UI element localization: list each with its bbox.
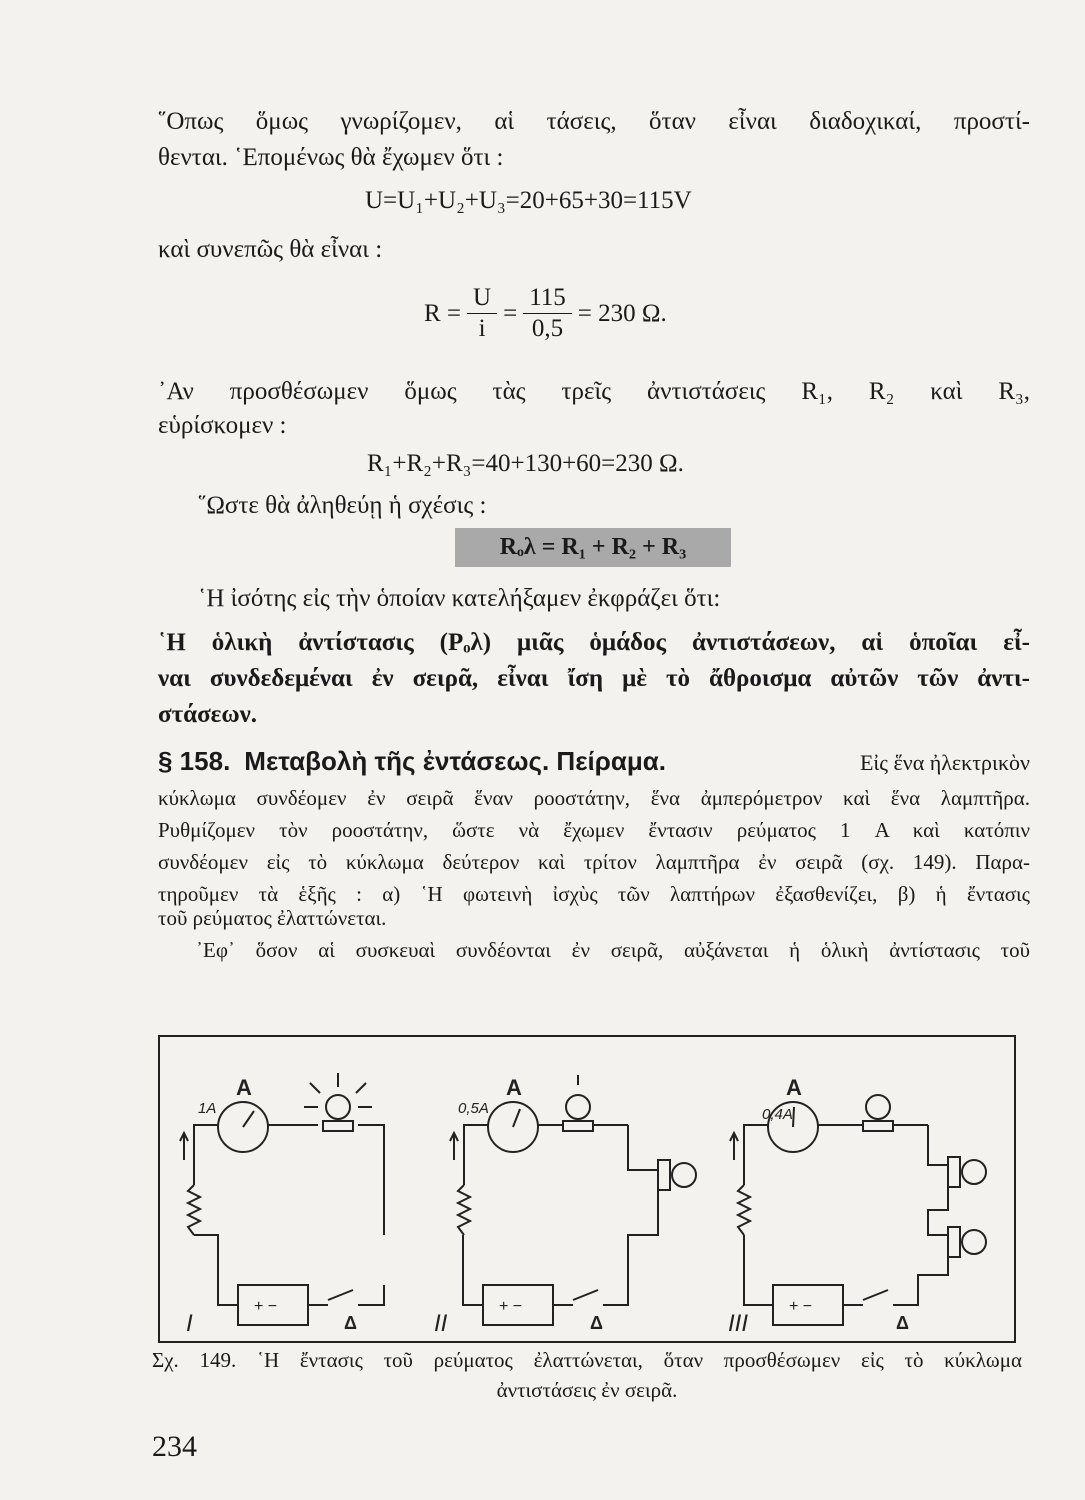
wire <box>463 1235 483 1305</box>
figure-border <box>159 1036 1015 1342</box>
fraction-u-over-i <box>467 283 497 344</box>
current-label: 0,5A <box>458 1100 489 1117</box>
rheostat-zigzag <box>188 1185 200 1235</box>
lamp-socket <box>323 1121 353 1131</box>
section-text: τοῦ ρεύματος ἐλαττώνεται. <box>158 906 387 930</box>
ammeter-needle <box>793 1107 794 1127</box>
paragraph-line: εὑρίσκομεν : <box>158 412 287 439</box>
current-label: 1A <box>198 1100 217 1117</box>
light-ray <box>310 1083 320 1093</box>
circuit-3 <box>730 1095 986 1325</box>
circuit-numeral: II <box>434 1310 448 1337</box>
ammeter-label: A <box>506 1075 522 1100</box>
lamp-socket <box>563 1121 593 1131</box>
lamp-socket <box>948 1227 960 1257</box>
switch-blade <box>573 1290 598 1300</box>
switch-label: Δ <box>896 1313 909 1333</box>
paragraph-line: θενται. ῾Επομένως θὰ ἔχωμεν ὅτι : <box>158 144 504 171</box>
fraction-denominator: 0,5 <box>531 315 564 342</box>
wire <box>893 1250 948 1305</box>
wire <box>194 1235 238 1305</box>
rule-line: ναι συνδεδεμέναι ἐν σειρᾶ, εἶναι ἴση μὲ τὸ ἄθροισμα αὐτῶν τῶν ἀντι- <box>158 665 1030 692</box>
ammeter-label: A <box>786 1075 802 1100</box>
section-text: συνδέομεν εἰς τὸ κύκλωμα δεύτερον καὶ τρίτον λαμπτῆρα ἐν σειρᾶ (σχ. 149). Παρα- <box>158 850 1030 874</box>
battery-polarity: + − <box>254 1298 278 1315</box>
fraction-numerator: U <box>467 283 497 314</box>
lamp-bulb <box>566 1095 590 1119</box>
wire <box>928 1125 948 1165</box>
circuit-numeral: III <box>728 1310 749 1337</box>
fraction-numerator: 115 <box>523 283 572 314</box>
lamp-socket <box>948 1157 960 1187</box>
paragraph-line: ῞Ωστε θὰ ἀληθεύῃ ἡ σχέσις : <box>198 492 487 519</box>
figure-caption: ἀντιστάσεις ἐν σειρᾶ. <box>496 1378 678 1402</box>
lamp-socket <box>863 1121 893 1131</box>
switch-label: Δ <box>344 1313 357 1333</box>
section-text: κύκλωμα συνδέομεν ἐν σειρᾶ ἕναν ροοστάτην, ἕνα ἀμπερόμετρον καὶ ἕνα λαμπτῆρα. <box>158 786 1030 810</box>
switch-label: Δ <box>590 1313 603 1333</box>
eq-rhs: = 230 Ω. <box>577 299 667 327</box>
equation-sum: R₁+R₂+R₃=40+130+60=230 Ω. <box>367 450 684 477</box>
section-heading-line <box>158 746 1030 777</box>
lamp-bulb <box>326 1095 350 1119</box>
lamp-bulb <box>962 1160 986 1184</box>
rheostat-zigzag <box>458 1185 470 1235</box>
section-title: Μεταβολὴ τῆς ἐντάσεως. Πείραμα. <box>244 746 666 776</box>
wire <box>358 1285 384 1305</box>
boxed-formula: Rₒλ = R₁ + R₂ + R₃ <box>455 528 731 567</box>
fraction-denominator: i <box>478 315 486 342</box>
rule-line: ῾Η ὁλικὴ ἀντίστασις (Pₒλ) μιᾶς ὁμάδος ἀντιστάσεων, αἱ ὁποῖαι εἶ- <box>158 629 1030 656</box>
paragraph-line: ῞Οπως ὅμως γνωρίζομεν, αἱ τάσεις, ὅταν εἶναι διαδοχικαί, προστί- <box>158 108 1030 135</box>
circuit-figure <box>158 1035 1016 1343</box>
section-text: ᾿Εφ᾿ ὅσον αἱ συσκευαὶ συνδέονται ἐν σειρᾶ, αὐξάνεται ἡ ὁλικὴ ἀντίστασις τοῦ <box>196 938 1030 962</box>
battery-polarity: + − <box>499 1298 523 1315</box>
figure-caption: Σχ. 149. ῾Η ἔντασις τοῦ ρεύματος ἐλαττώνεται, ὅταν προσθέσωμεν εἰς τὸ κύκλωμα <box>152 1348 1022 1372</box>
page-number: 234 <box>152 1430 197 1463</box>
wire <box>628 1125 658 1170</box>
ammeter-label: A <box>236 1075 252 1100</box>
lamp-socket <box>658 1160 670 1190</box>
paragraph-line: ῾Η ἰσότης εἰς τὴν ὁποίαν κατελήξαμεν ἐκφράζει ὅτι: <box>198 585 721 612</box>
wire <box>744 1235 773 1305</box>
circuit-numeral: I <box>186 1310 193 1337</box>
fraction-values <box>523 283 572 344</box>
wire <box>358 1125 384 1235</box>
lamp-bulb <box>672 1163 696 1187</box>
lamp-bulb <box>962 1230 986 1254</box>
eq-equals: = <box>503 299 518 327</box>
section-number: § 158. <box>158 746 231 776</box>
rheostat-zigzag <box>738 1185 750 1235</box>
eq-lhs: R = <box>424 299 462 327</box>
wire <box>194 1125 218 1185</box>
section-text: τηροῦμεν τὰ ἑξῆς : α) ῾Η φωτεινὴ ἰσχὺς τῶν λαπτήρων ἐξασθενίζει, β) ἡ ἔντασις <box>158 882 1030 906</box>
equation-voltage: U=U₁+U₂+U₃=20+65+30=115V <box>365 187 692 214</box>
section-text: Ρυθμίζομεν τὸν ροοστάτην, ὥστε νὰ ἔχωμεν ἔντασιν ρεύματος 1 A καὶ κατόπιν <box>158 818 1030 842</box>
rule-line: στάσεων. <box>158 701 258 728</box>
switch-blade <box>863 1290 888 1300</box>
wire <box>603 1180 658 1305</box>
wire <box>928 1180 948 1235</box>
paragraph-line: ᾿Αν προσθέσωμεν ὅμως τὰς τρεῖς ἀντιστάσεις R₁, R₂ καὶ R₃, <box>158 378 1030 405</box>
paragraph-line: καὶ συνεπῶς θὰ εἶναι : <box>158 236 383 263</box>
switch-blade <box>328 1290 353 1300</box>
wire <box>744 1125 768 1185</box>
battery-polarity: + − <box>789 1298 813 1315</box>
equation-resistance <box>424 283 667 344</box>
current-label: 0,4A <box>762 1106 793 1123</box>
light-ray <box>356 1083 366 1093</box>
wire <box>464 1125 488 1185</box>
lamp-bulb <box>866 1095 890 1119</box>
section-text: Εἰς ἕνα ἠλεκτρικὸν <box>859 750 1030 775</box>
